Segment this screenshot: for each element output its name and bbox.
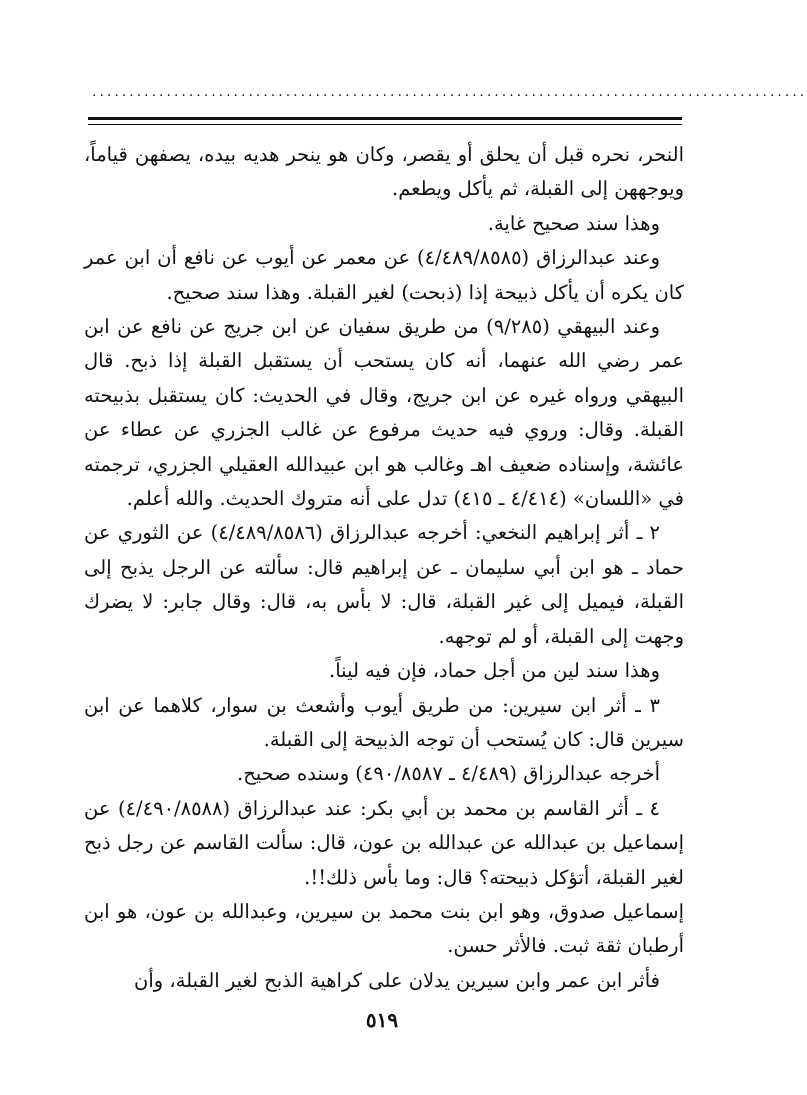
paragraph-6: وهذا سند لين من أجل حماد، فإن فيه ليناً.	[329, 659, 660, 683]
paragraph-2: وهذا سند صحيح غاية.	[487, 211, 660, 235]
header-dotted-line: ................................................................................................	[92, 84, 807, 100]
paragraph-10: إسماعيل صدوق، وهو ابن بنت محمد بن سيرين، وعبدالله بن عون، هو ابن أرطبان ثقة ثبت. فالأثر حسن.	[84, 899, 684, 958]
paragraph-1: النحر، نحره قبل أن يحلق أو يقصر، وكان هو ينحر هديه بيده، يصفهن قياماً، ويوجههن إلى القبلة، ثم يأكل ويطعم.	[84, 143, 684, 201]
header-rule-thick	[88, 117, 682, 120]
page-number: ٥١٩	[365, 1008, 399, 1032]
paragraph-4: وعند البيهقي (٩/٢٨٥) من طريق سفيان عن ابن جريج عن نافع عن ابن عمر رضي الله عنهما، أنه كان يستحب أن يستقبل القبلة إذا ذبح. قال البيهقي ورواه غيره عن ابن جريج، وقال في الحديث: كان يستقبل بذبيحته القبلة. وقال: وروي فيه حديث مرفوع عن غالب الجزري عن عطاء عن عائشة، وإسناده ضعيف اهـ وغالب هو ابن عبيدالله العقيلي الجزري، ترجمته في «اللسان» (٤/٤١٤ ـ ٤١٥) تدل على أنه متروك الحديث. والله أعلم.	[84, 315, 684, 511]
header-rule-thin	[88, 124, 682, 125]
paragraph-5: ٢ ـ أثر إبراهيم النخعي: أخرجه عبدالرزاق (٤/٤٨٩/٨٥٨٦) عن الثوري عن حماد ـ هو ابن أبي سليمان ـ عن إبراهيم قال: سألته عن الرجل يذبح إلى القبلة، فيميل إلى غير القبلة، قال: لا بأس به، قال: وقال جابر: لا يضرك وجهت إلى القبلة، أو لم توجهه.	[84, 521, 684, 648]
paragraph-9: ٤ ـ أثر القاسم بن محمد بن أبي بكر: عند عبدالرزاق (٤/٤٩٠/٨٥٨٨) عن إسماعيل بن عبدالله عن عبدالله بن عون، قال: سألت القاسم عن رجل ذبح لغير القبلة، أتؤكل ذبيحته؟ قال: وما بأس ذلك!!.	[84, 796, 684, 889]
page-body	[84, 138, 684, 998]
paragraph-8: أخرجه عبدالرزاق (٤/٤٨٩ ـ ٤٩٠/٨٥٨٧) وسنده صحيح.	[237, 762, 660, 786]
paragraph-11: فأثر ابن عمر وابن سيرين يدلان على كراهية الذبح لغير القبلة، وأن	[134, 968, 660, 992]
paragraph-3: وعند عبدالرزاق (٤/٤٨٩/٨٥٨٥) عن معمر عن أيوب عن نافع أن ابن عمر كان يكره أن يأكل ذبيحة إذا (ذبحت) لغير القبلة. وهذا سند صحيح.	[84, 246, 684, 304]
paragraph-7: ٣ ـ أثر ابن سيرين: من طريق أيوب وأشعث بن سوار، كلاهما عن ابن سيرين قال: كان يُستحب أن توجه الذبيحة إلى القبلة.	[84, 693, 684, 751]
